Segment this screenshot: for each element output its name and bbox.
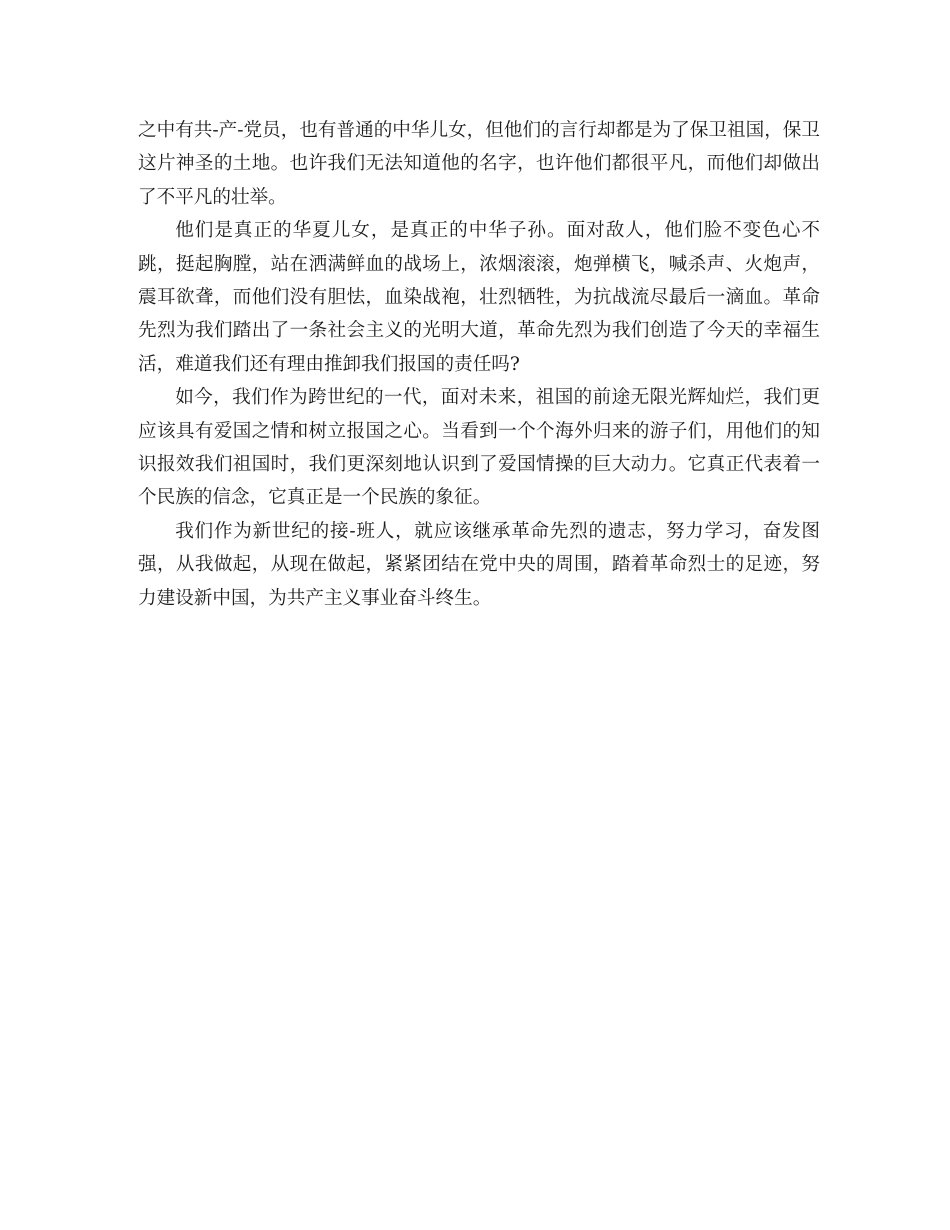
paragraph-continuation: 之中有共-产-党员，也有普通的中华儿女，但他们的言行却都是为了保卫祖国，保卫这片神圣的土地。也许我们无法知道他的名字，也许他们都很平凡，而他们却做出了不平凡的壮举。 xyxy=(138,120,820,208)
document-body xyxy=(138,114,820,615)
paragraph-successors: 我们作为新世纪的接-班人，就应该继承革命先烈的遗志，努力学习，奋发图强，从我做起，从现在做起，紧紧团结在党中央的周围，踏着革命烈士的足迹，努力建设新中国，为共产主义事业奋斗终生。 xyxy=(138,520,820,609)
paragraph-heroes: 他们是真正的华夏儿女，是真正的中华子孙。面对敌人，他们脸不变色心不跳，挺起胸膛，站在洒满鲜血的战场上，浓烟滚滚，炮弹横飞，喊杀声、火炮声，震耳欲聋，而他们没有胆怯，血染战袍，壮烈牺牲，为抗战流尽最后一滴血。革命先烈为我们踏出了一条社会主义的光明大道，革命先烈为我们创造了今天的幸福生活，难道我们还有理由推卸我们报国的责任吗? xyxy=(138,220,820,375)
paragraph-new-generation: 如今，我们作为跨世纪的一代，面对未来，祖国的前途无限光辉灿烂，我们更应该具有爱国之情和树立报国之心。当看到一个个海外归来的游子们，用他们的知识报效我们祖国时，我们更深刻地认识到了爱国情操的巨大动力。它真正代表着一个民族的信念，它真正是一个民族的象征。 xyxy=(138,387,820,509)
